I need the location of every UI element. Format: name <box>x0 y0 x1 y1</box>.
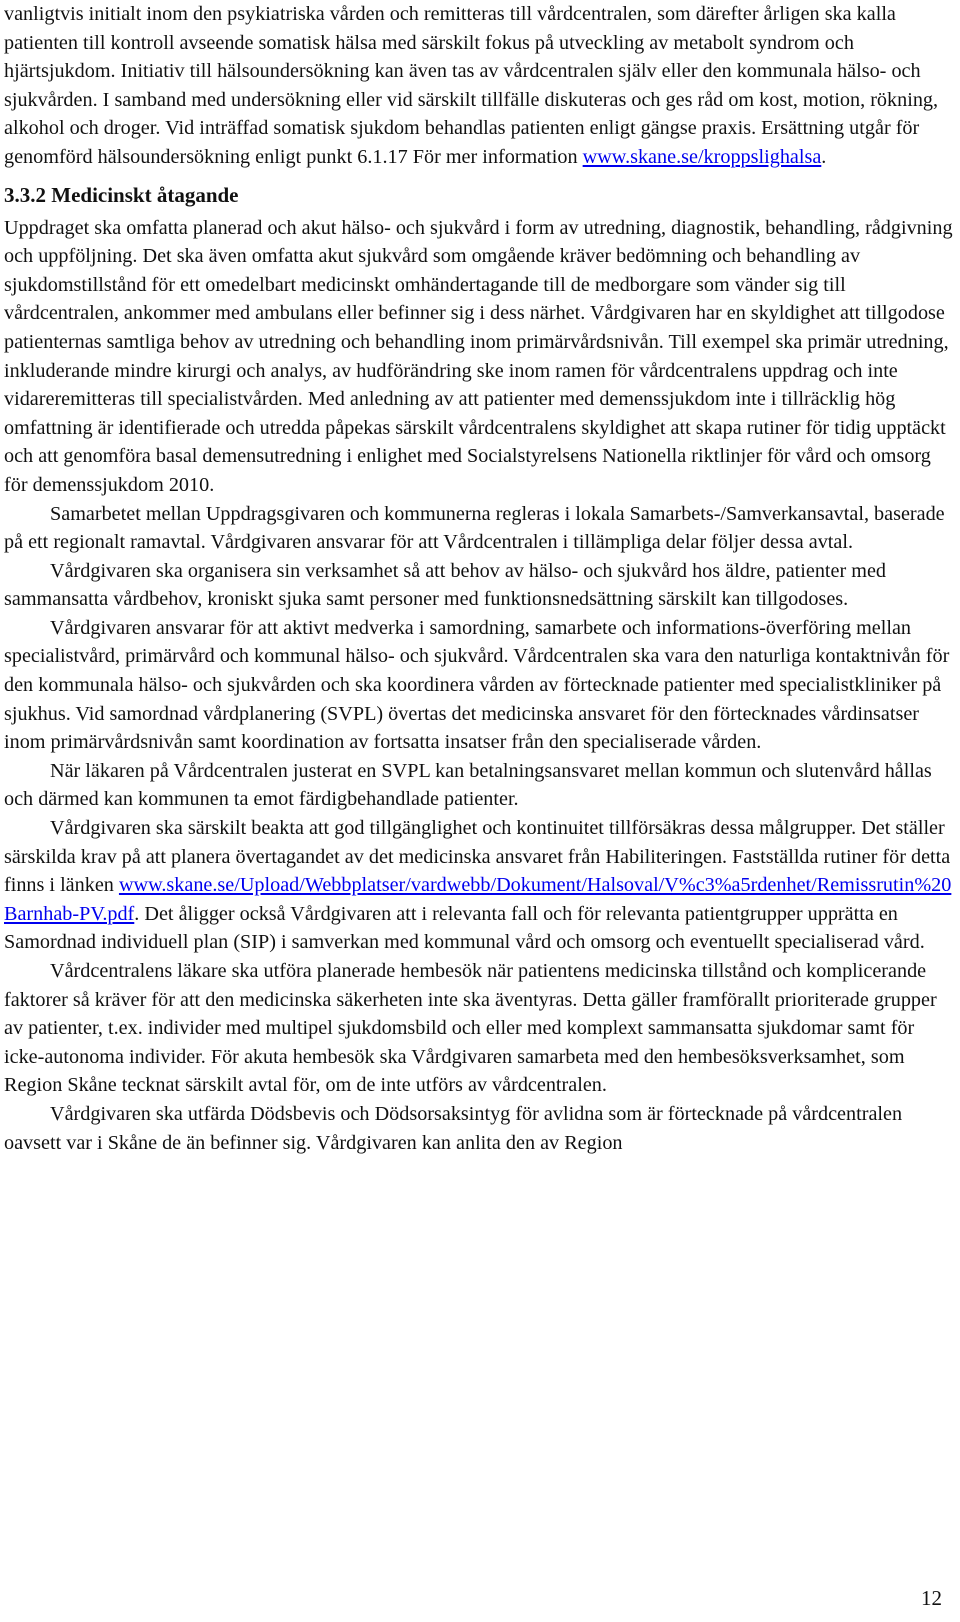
paragraph-habilitering <box>4 814 954 957</box>
habilitering-text: Vårdgivaren ska särskilt beakta att god tillgänglighet och kontinuitet tillförsäkras dessa målgrupper. Det ställer särskilda krav på att planera övertagandet av det medicinska ansvaret från Habiliteringen. Fastställda rutiner för detta finns i länken <box>4 817 951 897</box>
remissrutin-link[interactable]: www.skane.se/Upload/Webbplatser/vardwebb/Dokument/Halsoval/V%c3%a5rdenhet/Remissrutin%20Barnhab-PV.pdf <box>4 874 952 925</box>
document-page <box>4 0 954 1157</box>
intro-text: vanligtvis initialt inom den psykiatriska vården och remitteras till vårdcentralen, som därefter årligen ska kalla patienten till kontroll avseende somatisk hälsa med särskilt fokus på utveckling av metabolt syndrom och hjärtsjukdom. Initiativ till hälsoundersökning kan även tas av vårdcentralen själv eller den kommunala hälso- och sjukvården. I samband med undersökning eller vid särskilt tillfälle diskuteras och ges råd om kost, motion, rökning, alkohol och droger. Vid inträffad somatisk sjukdom behandlas patienten enligt gängse praxis. Ersättning utgår för genomförd hälsoundersökning enligt punkt 6.1.17 För mer information <box>4 3 939 168</box>
intro-end: . <box>821 145 827 168</box>
section-heading: 3.3.2 Medicinskt åtagande <box>4 182 239 207</box>
intro-paragraph <box>4 0 954 172</box>
paragraph-medicinskt-uppdrag: Uppdraget ska omfatta planerad och akut hälso- och sjukvård i form av utredning, diagnostik, behandling, rådgivning och uppföljning. Det ska även omfatta akut sjukvård som omgående kräver bedömning och behandling av sjukdomstillstånd för ett omedelbart medicinskt omhändertagande till de medborgare som vänder sig till vårdcentralen, ankommer med ambulans eller befinner sig i dess närhet. Vårdgivaren har en skyldighet att tillgodose patienternas samtliga behov av utredning och behandling inom primärvårdsnivån. Till exempel ska primär utredning, inkluderande mindre kirurgi och analys, av hudförändring ske inom ramen för vårdcentralens uppdrag och inte vidareremitteras till specialistvården. Med anledning av att patienter med demenssjukdom inte i tillräcklig hög omfattning är identifierade och utredda påpekas särskilt vårdcentralens skyldighet att skapa rutiner för tidig upptäckt och att genomföra basal demensutredning i enlighet med Socialstyrelsens Nationella riktlinjer för vård och omsorg för demenssjukdom 2010. <box>4 216 953 496</box>
habilitering-end: . Det åligger också Vårdgivaren att i relevanta fall och för relevanta patientgrupper upprätta en Samordnad individuell plan (SIP) i samverkan med kommunal vård och omsorg och eventuellt specialiserad vård. <box>4 902 925 954</box>
paragraph-dodsbevis: Vårdgivaren ska utfärda Dödsbevis och Dödsorsaksintyg för avlidna som är förtecknade på vårdcentralen oavsett var i Skåne de än befinner sig. Vårdgivaren kan anlita den av Region <box>4 1102 903 1154</box>
paragraph-samordning: Vårdgivaren ansvarar för att aktivt medverka i samordning, samarbete och informations-överföring mellan specialistvård, primärvård och kommunal hälso- och sjukvård. Vårdcentralen ska vara den naturliga kontaktnivån för den kommunala hälso- och sjukvården och ska koordinera vården av förtecknade patienter med specialistkliniker på sjukhus. Vid samordnad vårdplanering (SVPL) övertas det medicinska ansvaret för den förtecknades vårdinsatser inom primärvårdsnivån samt koordination av fortsatta insatser från den specialiserade vården. <box>4 616 950 754</box>
paragraph-hembesok: Vårdcentralens läkare ska utföra planerade hembesök när patientens medicinska tillstånd och komplicerande faktorer så kräver för att den medicinska säkerheten inte ska äventyras. Detta gäller framförallt prioriterade grupper av patienter, t.ex. individer med multipel sjukdomsbild och eller med komplext sammansatta sjukdomar samt för icke-autonoma individer. För akuta hembesök ska Vårdgivaren samarbeta med den hembesöksverksamhet, som Region Skåne tecknat särskilt avtal för, om de inte utförs av vårdcentralen. <box>4 960 937 1097</box>
kroppslighalsa-link[interactable]: www.skane.se/kroppslighalsa <box>582 145 822 168</box>
paragraph-svpl: När läkaren på Vårdcentralen justerat en SVPL kan betalningsansvaret mellan kommun och slutenvård hållas och därmed kan kommunen ta emot färdigbehandlade patienter. <box>4 759 932 811</box>
page-number: 12 <box>921 1586 942 1610</box>
paragraph-samarbete: Samarbetet mellan Uppdragsgivaren och kommunerna regleras i lokala Samarbets-/Samverkansavtal, baserade på ett regionalt ramavtal. Vårdgivaren ansvarar för att Vårdcentralen i tillämpliga delar följer dessa avtal. <box>4 502 945 554</box>
paragraph-organisera: Vårdgivaren ska organisera sin verksamhet så att behov av hälso- och sjukvård hos äldre, patienter med sammansatta vårdbehov, kroniskt sjuka samt personer med funktionsnedsättning särskilt kan tillgodoses. <box>4 559 887 611</box>
